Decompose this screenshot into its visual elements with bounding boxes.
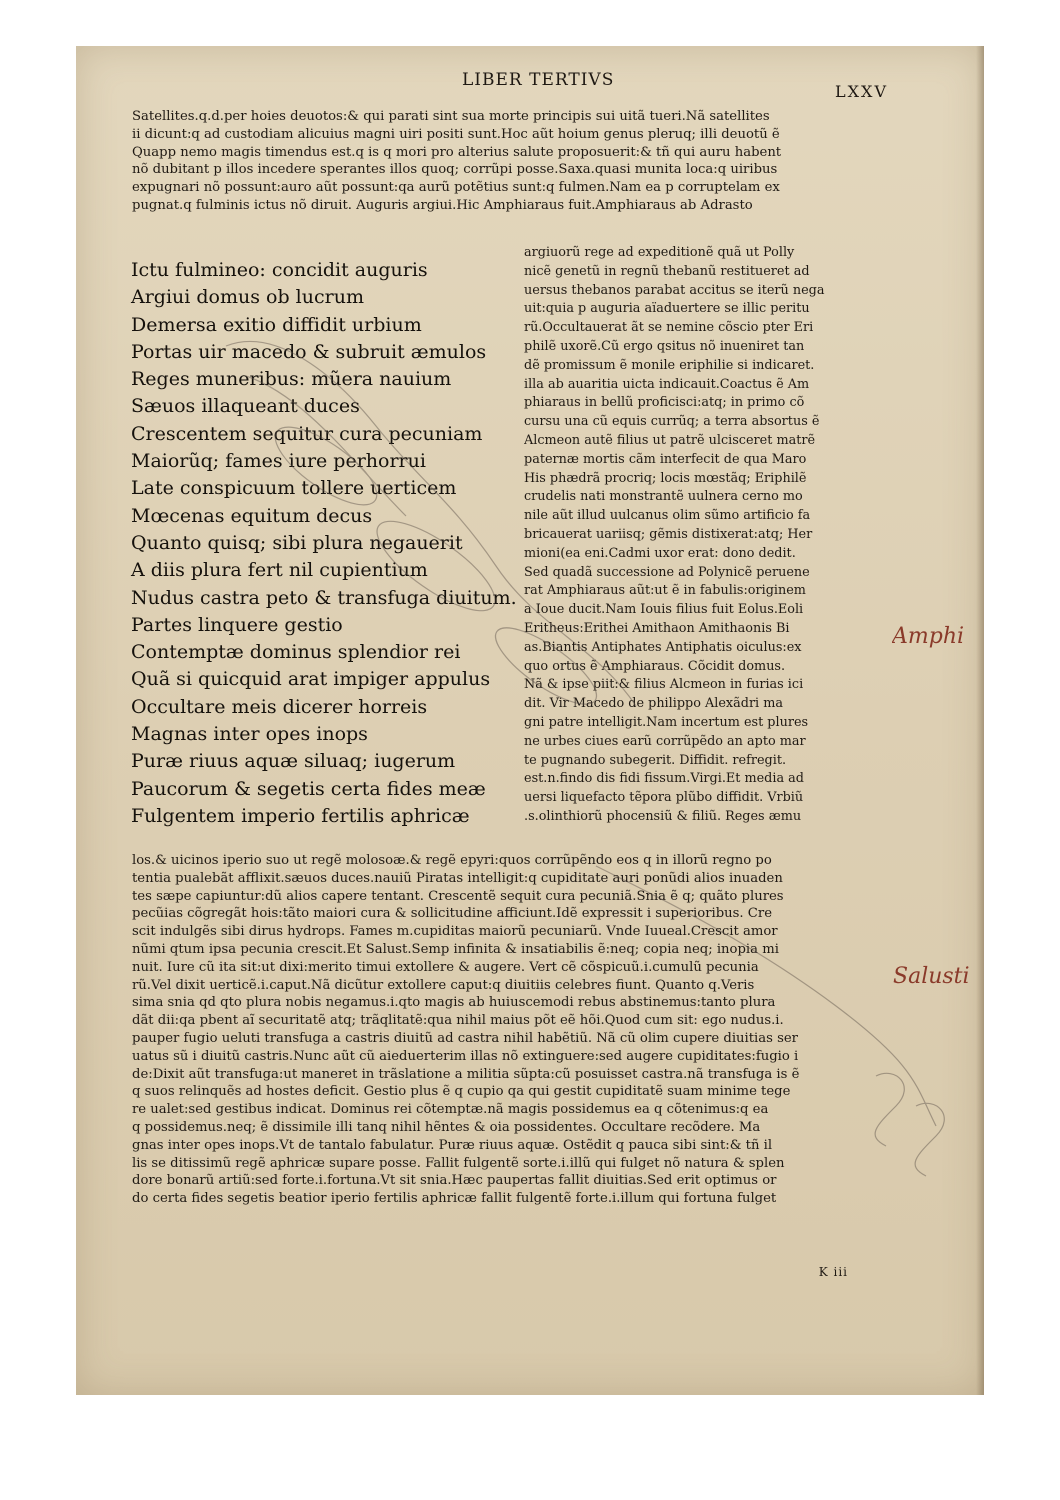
commentary-line: Satellites.q.d.per hoies deuotos:& qui parati sint sua morte principis sui uitã tueri.Nã satellites — [132, 109, 770, 124]
commentary-line: as.Biantis Antiphates Antiphatis oiculus:ex — [524, 639, 802, 655]
commentary-line: de:Dixit aũt transfuga:ut maneret in trãslatione a militia sũpta:cũ posuisset castra.nã transfuga is ẽ — [132, 1066, 800, 1082]
poem-line: Occultare meis dicerer horreis — [131, 695, 428, 718]
poem-text — [131, 257, 521, 830]
marginal-annotation-amphi: Amphi — [892, 624, 965, 649]
poem-line: Demersa exitio diffidit urbium — [131, 313, 422, 336]
commentary-line: expugnari nõ possunt:auro aũt possunt:qa aurũ potẽtius sunt:q fulmen.Nam ea p corruptelam ex — [132, 180, 780, 196]
commentary-line: pugnat.q fulminis ictus nõ diruit. Auguris argiui.Hic Amphiaraus fuit.Amphiaraus ab Adrasto — [132, 197, 753, 213]
poem-line: Mœcenas equitum decus — [131, 504, 373, 527]
commentary-line: dore bonarũ artiũ:sed forte.i.fortuna.Vt sit snia.Hæc paupertas fallit diuitias.Sed erit optimus or — [132, 1173, 777, 1189]
poem-line: Paucorum & segetis certa fides meæ — [131, 777, 486, 800]
poem-line: Portas uir macedo & subruit æmulos — [131, 340, 487, 363]
commentary-line: illa ab auaritia uicta indicauit.Coactus ẽ Am — [524, 376, 810, 392]
poem-line: Puræ riuus aquæ siluaq; iugerum — [131, 750, 456, 773]
commentary-line: philẽ uxorẽ.Cũ ergo qsitus nõ inueniret tan — [524, 338, 805, 354]
commentary-line: paternæ mortis cãm interfecit de qua Maro — [524, 451, 807, 467]
poem-line: Nudus castra peto & transfuga diuitum. — [131, 586, 517, 609]
poem-line: Quã si quicquid arat impiger appulus — [131, 668, 491, 691]
commentary-line: nicẽ genetũ in regnũ thebanũ restitueret ad — [524, 263, 810, 279]
commentary-line: bricauerat uariisq; gẽmis distixerat:atq; Her — [524, 526, 813, 542]
page-edge-shadow — [976, 46, 984, 1395]
marginal-annotation-salusti: Salusti — [893, 964, 970, 989]
commentary-line: ne urbes ciues earũ corrũpẽdo an apto mar — [524, 733, 806, 749]
commentary-line: q possidemus.neq; ẽ dissimile illi tanq nihil hẽntes & oia possidentes. Occultare recõdere. Ma — [132, 1119, 761, 1135]
commentary-line: pauper fugio ueluti transfuga a castris diuitũ ad castra nihil habẽtiũ. Nã cũ olim cupere diuitias ser — [132, 1030, 798, 1046]
commentary-line: pecũias cõgregãt hois:tãto maiori cura & sollicitudine afficiunt.Idẽ expressit i superioribus. Cre — [132, 906, 772, 922]
poem-line: Crescentem sequitur cura pecuniam — [131, 422, 483, 445]
folio-number: LXXV — [835, 82, 888, 101]
commentary-line: gni patre intelligit.Nam incertum est plures — [524, 714, 809, 730]
commentary-line: re ualet:sed gestibus indicat. Dominus rei cõtemptæ.nã magis possidemus ea q cõtenimus:q ea — [132, 1102, 769, 1118]
poem-line: Contemptæ dominus splendior rei — [131, 641, 461, 664]
running-head: LIBER TERTIVS — [462, 70, 615, 90]
commentary-line: phiaraus in bellũ proficisci:atq; in primo cõ — [524, 395, 805, 411]
commentary-line: gnas inter opes inops.Vt de tantalo fabulatur. Puræ riuus aquæ. Ostẽdit q pauca sibi sint:& tñ il — [132, 1137, 773, 1153]
commentary-line: ii dicunt:q ad custodiam alicuius magni uiri positi sunt.Hoc aũt hoium genus pleruq; illi deuotũ ẽ — [132, 126, 780, 142]
commentary-line: Eritheus:Erithei Amithaon Amithaonis Bi — [524, 620, 790, 636]
commentary-line: te pugnando subegerit. Diffidit. refregit. — [524, 752, 787, 768]
commentary-line: mioni(ea eni.Cadmi uxor erat: dono dedit. — [524, 545, 796, 561]
commentary-line: argiuorũ rege ad expeditionẽ quã ut Polly — [524, 245, 795, 260]
poem-line: Late conspicuum tollere uerticem — [131, 477, 457, 500]
commentary-line: dãt dii:qa pbent aĩ securitatẽ atq; trãqlitatẽ:qua nihil maius põt eẽ hõi.Quod cum sit: ego nudus.i. — [132, 1013, 784, 1029]
poem-line: Maiorũq; fames iure perhorrui — [131, 450, 426, 473]
commentary-line: .s.olinthiorũ phocensiũ & filiũ. Reges æmu — [524, 808, 802, 824]
commentary-line: uersi liquefacto tẽpora plũbo diffidit. Vrbiũ — [524, 790, 804, 806]
commentary-line: uatus sũ i diuitũ castris.Nunc aũt cũ aieduerterim illas nõ extinguere:sed augere cupiditates:fugio i — [132, 1048, 799, 1064]
commentary-line: sima snia qd qto plura nobis negamus.i.qto magis ab huiuscemodi rebus abstinemus:tanto plura — [132, 995, 776, 1011]
commentary-line: nõ dubitant p illos incedere sperantes illos quoq; corrũpi posse.Saxa.quasi munita loca:q uiribus — [132, 162, 778, 178]
commentary-line: nile aũt illud uulcanus olim sũmo artificio fa — [524, 508, 811, 524]
commentary-line: tentia pualebãt afflixit.sæuos duces.nauiũ Piratas intelligit:q cupiditate auri ponũdi alios inuaden — [132, 870, 783, 886]
commentary-line: q suos relinquẽs ad hostes deficit. Gestio plus ẽ q cupio qa qui gestit cupiditatẽ suam minime tege — [132, 1084, 791, 1100]
commentary-line: nũmi qtum ipsa pecunia crescit.Et Salust.Semp infinita & insatiabilis ẽ:neq; copia neq; inopia mi — [132, 941, 779, 957]
commentary-line: dit. Vir Macedo de philippo Alexãdri ma — [524, 696, 783, 712]
commentary-line: Nã & ipse piit:& filius Alcmeon in furias ici — [524, 677, 804, 693]
commentary-line: dẽ promissum ẽ monile eriphilie si indicaret. — [524, 357, 815, 373]
commentary-line: crudelis nati monstrantẽ uulnera cerno mo — [524, 489, 803, 505]
poem-line: Partes linquere gestio — [131, 613, 343, 636]
commentary-line: tes sæpe capiuntur:dũ alios capere tentant. Crescentẽ sequit cura pecuniã.Snia ẽ q; quãto plures — [132, 888, 784, 904]
commentary-line: los.& uicinos iperio suo ut regẽ molosoæ.& regẽ epyri:quos corrũpẽndo eos q in illorũ regno po — [132, 853, 772, 868]
commentary-line: do certa fides segetis beatior iperio fertilis aphricæ fallit fulgentẽ forte.i.illum qui fortuna fulget — [132, 1191, 777, 1207]
commentary-line: est.n.findo dis fidi fissum.Virgi.Et media ad — [524, 771, 804, 787]
commentary-line: rũ.Occultauerat ãt se nemine cõscio pter Eri — [524, 320, 814, 336]
commentary-line: rat Amphiaraus aũt:ut ẽ in fabulis:originem — [524, 583, 806, 599]
poem-line: Fulgentem imperio fertilis aphricæ — [131, 804, 470, 827]
signature-mark: K iii — [818, 1265, 848, 1279]
commentary-line: quo ortus ẽ Amphiaraus. Cõcidit domus. — [524, 658, 786, 674]
poem-line: Argiui domus ob lucrum — [131, 286, 364, 309]
top-commentary — [132, 108, 862, 215]
bottom-commentary — [132, 852, 872, 1208]
side-commentary — [524, 244, 856, 827]
commentary-line: Sed quadã successione ad Polynicẽ peruene — [524, 564, 810, 580]
poem-line: Magnas inter opes inops — [131, 723, 368, 746]
poem-line: Ictu fulmineo: concidit auguris — [131, 259, 428, 281]
commentary-line: a Ioue ducit.Nam Iouis filius fuit Eolus.Eoli — [524, 602, 804, 618]
commentary-line: uersus thebanos parabat accitus se iterũ nega — [524, 282, 825, 298]
poem-line: Sæuos illaqueant duces — [131, 395, 360, 418]
commentary-line: Quapp nemo magis timendus est.q is q mori pro alterius salute proposuerit:& tñ qui auru habent — [132, 144, 782, 160]
commentary-line: Alcmeon autẽ filius ut patrẽ ulcisceret matrẽ — [524, 432, 816, 448]
commentary-line: scit indulgẽs sibi dirus hydrops. Fames m.cupiditas maiorũ pecuniarũ. Vnde Iuueal.Crescit amor — [132, 924, 778, 940]
commentary-line: cursu una cũ equis currũq; a terra absortus ẽ — [524, 414, 820, 430]
commentary-line: rũ.Vel dixit uerticẽ.i.caput.Nã dicũtur extollere caput:q diuitiis celebres fiunt. Quanto q.Veris — [132, 977, 755, 993]
poem-line: Reges muneribus: mũera nauium — [131, 368, 452, 391]
manuscript-page — [76, 46, 984, 1395]
commentary-line: uit:quia p auguria aïaduertere se illic peritu — [524, 301, 810, 317]
poem-line: A diis plura fert nil cupientium — [131, 559, 428, 582]
poem-line: Quanto quisq; sibi plura negauerit — [131, 531, 463, 554]
commentary-line: nuit. Iure cũ ita sit:ut dixi:merito timui extollere & augere. Vert cẽ cõspicuũ.i.cumulũ pecunia — [132, 959, 759, 975]
commentary-line: His phædrã procriq; locis mœstãq; Eriphilẽ — [524, 470, 807, 486]
commentary-line: lis se ditissimũ regẽ aphricæ supare posse. Fallit fulgentẽ sorte.i.illũ qui fulget nõ natura & splen — [132, 1155, 785, 1171]
